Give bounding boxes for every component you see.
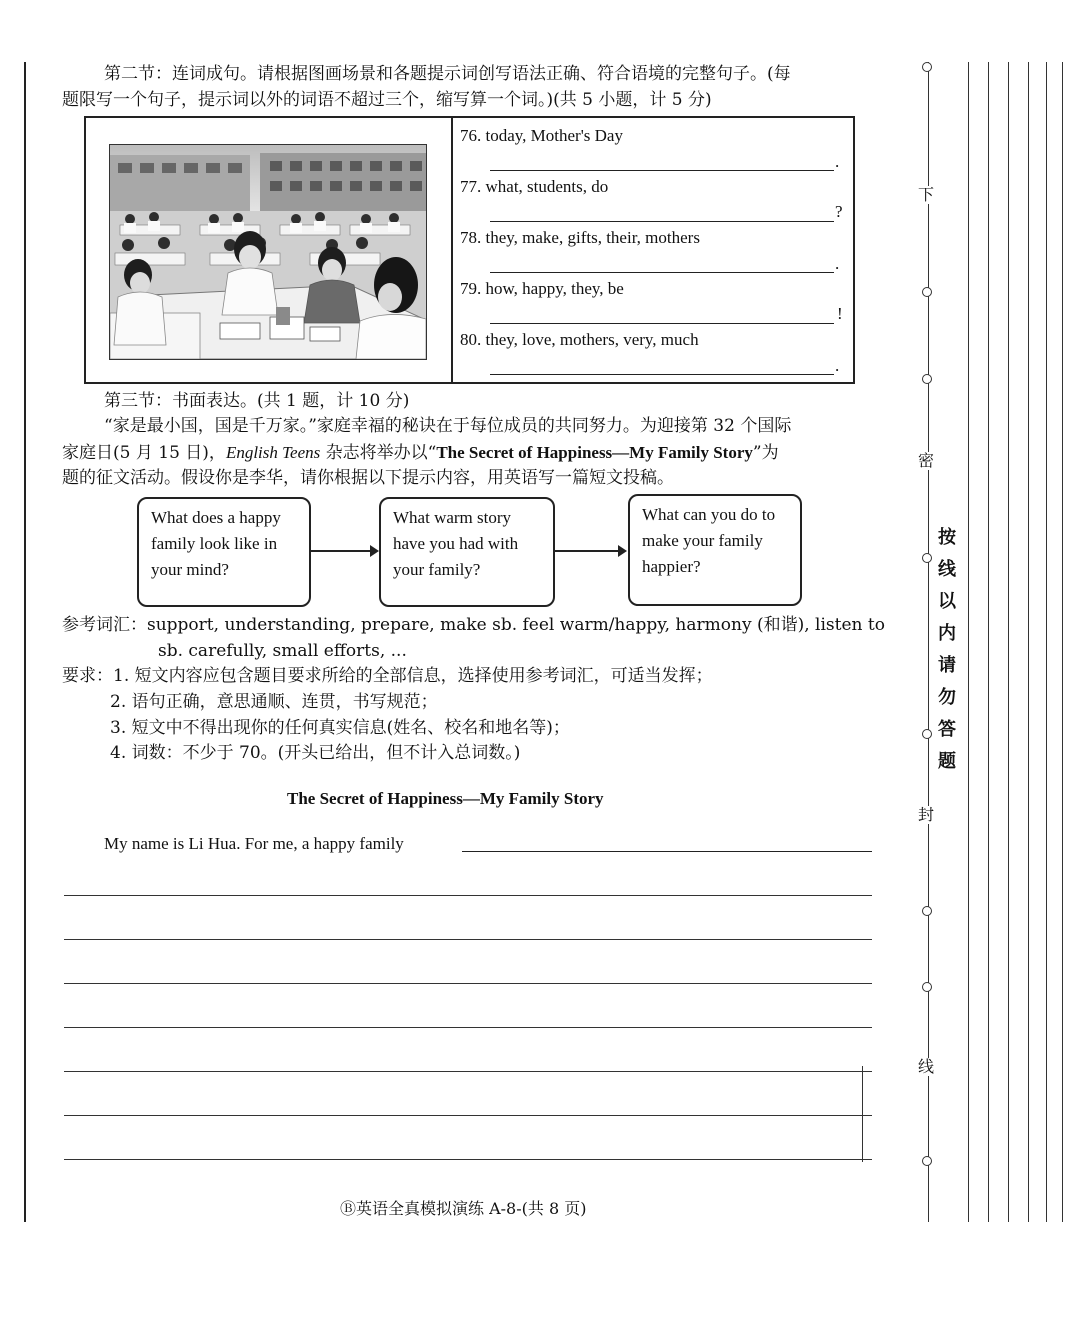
margin-rule	[1046, 62, 1047, 1222]
margin-rule	[1008, 62, 1009, 1222]
prompt-text: What does a happy	[151, 508, 281, 527]
binding-warning: 以	[938, 591, 956, 612]
binding-warning: 线	[938, 559, 956, 580]
answer-line-79[interactable]	[490, 323, 834, 324]
question-78	[460, 228, 700, 248]
question-number: 77.	[460, 177, 482, 196]
answer-end-mark: .	[835, 356, 840, 375]
question-prompt: how, happy, they, be	[485, 279, 624, 298]
essay-line[interactable]	[64, 983, 872, 984]
margin-rule	[988, 62, 989, 1222]
binding-warning: 题	[938, 751, 956, 772]
binding-hole-icon	[922, 729, 932, 739]
prompt-box-1	[137, 497, 311, 607]
question-prompt: they, love, mothers, very, much	[485, 330, 699, 349]
question-prompt: they, make, gifts, their, mothers	[485, 228, 700, 247]
binding-label: 下	[918, 185, 935, 204]
reference-vocab: 参考词汇：support, understanding, prepare, make sb. feel warm/happy, harmony (和谐), listen to	[62, 615, 885, 635]
answer-line-78[interactable]	[490, 272, 834, 273]
question-number: 79.	[460, 279, 482, 298]
binding-warning: 请	[938, 655, 956, 676]
arrow-icon	[555, 550, 625, 552]
requirement-2: 2. 语句正确，意思通顺、连贯，书写规范；	[110, 692, 438, 712]
essay-title: The Secret of Happiness—My Family Story	[287, 789, 604, 808]
table-divider	[451, 116, 453, 384]
requirement-1: 要求：1. 短文内容应包含题目要求所给的全部信息，选择使用参考词汇，可适当发挥；	[62, 666, 713, 686]
reference-vocab-cont: sb. carefully, small efforts, ...	[158, 641, 407, 661]
essay-opening: My name is Li Hua. For me, a happy family	[104, 834, 404, 853]
margin-rule	[968, 62, 969, 1222]
binding-warning: 答	[938, 719, 956, 740]
margin-rule	[1062, 62, 1063, 1222]
binding-label: 密	[918, 451, 935, 470]
essay-line[interactable]	[64, 1027, 872, 1028]
binding-hole-icon	[922, 287, 932, 297]
answer-line-80[interactable]	[490, 374, 834, 375]
classroom-photo	[109, 144, 427, 360]
binding-hole-icon	[922, 62, 932, 72]
magazine-name: English Teens	[225, 443, 321, 462]
essay-line[interactable]	[64, 939, 872, 940]
page-footer: Ⓑ英语全真模拟演练 A-8-(共 8 页)	[340, 1199, 587, 1218]
binding-warning: 按	[938, 527, 956, 548]
essay-line-first[interactable]	[462, 851, 872, 852]
prompt-text: your family?	[393, 560, 481, 579]
answer-line-77[interactable]	[490, 221, 834, 222]
margin-rule	[1028, 62, 1029, 1222]
prompt-text: family look like in	[151, 534, 278, 553]
question-80	[460, 330, 699, 350]
question-number: 80.	[460, 330, 482, 349]
section3-intro-cont	[62, 440, 779, 466]
intro-text: 杂志将举办以“	[320, 443, 437, 463]
question-number: 76.	[460, 126, 482, 145]
binding-hole-icon	[922, 553, 932, 563]
prompt-text: your mind?	[151, 560, 229, 579]
prompt-text: What warm story	[393, 508, 512, 527]
section3-heading: 第三节：书面表达。(共 1 题，计 10 分)	[104, 391, 410, 411]
essay-line[interactable]	[64, 1115, 872, 1116]
essay-line[interactable]	[64, 1159, 872, 1160]
answer-end-mark: .	[835, 152, 840, 171]
prompt-text: What can you do to	[642, 505, 776, 524]
binding-warning: 勿	[938, 687, 956, 708]
question-76	[460, 126, 623, 146]
section2-heading: 第二节：连词成句。请根据图画场景和各题提示词创写语法正确、符合语境的完整句子。(每	[104, 64, 791, 84]
answer-end-mark: ?	[835, 202, 843, 221]
answer-end-mark: !	[837, 304, 843, 323]
question-number: 78.	[460, 228, 482, 247]
prompt-text: make your family	[642, 531, 763, 550]
question-prompt: today, Mother's Day	[485, 126, 623, 145]
intro-text: 家庭日(5 月 15 日)，	[62, 443, 226, 463]
section3-intro-end: 题的征文活动。假设你是李华，请你根据以下提示内容，用英语写一篇短文投稿。	[62, 468, 674, 488]
essay-theme: The Secret of Happiness—My Family Story	[436, 443, 753, 462]
requirement-3: 3. 短文中不得出现你的任何真实信息(姓名、校名和地名等)；	[110, 718, 570, 738]
question-prompt: what, students, do	[485, 177, 609, 196]
section2-heading-cont: 题限写一个句子，提示词以外的词语不超过三个，缩写算一个词。)(共 5 小题，计 5 分)	[62, 90, 712, 110]
arrow-icon	[311, 550, 377, 552]
binding-hole-icon	[922, 374, 932, 384]
prompt-text: happier?	[642, 557, 701, 576]
binding-hole-icon	[922, 906, 932, 916]
question-79	[460, 279, 624, 299]
binding-warning: 内	[938, 623, 956, 644]
page-left-border	[24, 62, 26, 1222]
margin-mark	[862, 1066, 863, 1162]
binding-hole-icon	[922, 982, 932, 992]
question-77	[460, 177, 608, 197]
binding-label: 封	[918, 805, 935, 824]
answer-end-mark: .	[835, 254, 840, 273]
requirement-4: 4. 词数：不少于 70。(开头已给出，但不计入总词数。)	[110, 743, 521, 763]
prompt-text: have you had with	[393, 534, 519, 553]
prompt-box-3	[628, 494, 802, 606]
binding-label: 线	[918, 1057, 935, 1076]
prompt-box-2	[379, 497, 555, 607]
answer-line-76[interactable]	[490, 170, 834, 171]
binding-line	[928, 62, 929, 1222]
intro-text: ”为	[752, 443, 779, 463]
binding-hole-icon	[922, 1156, 932, 1166]
section3-intro: “家是最小国，国是千万家。”家庭幸福的秘诀在于每位成员的共同努力。为迎接第 32 个国际	[104, 416, 792, 436]
essay-line[interactable]	[64, 1071, 872, 1072]
essay-line[interactable]	[64, 895, 872, 896]
